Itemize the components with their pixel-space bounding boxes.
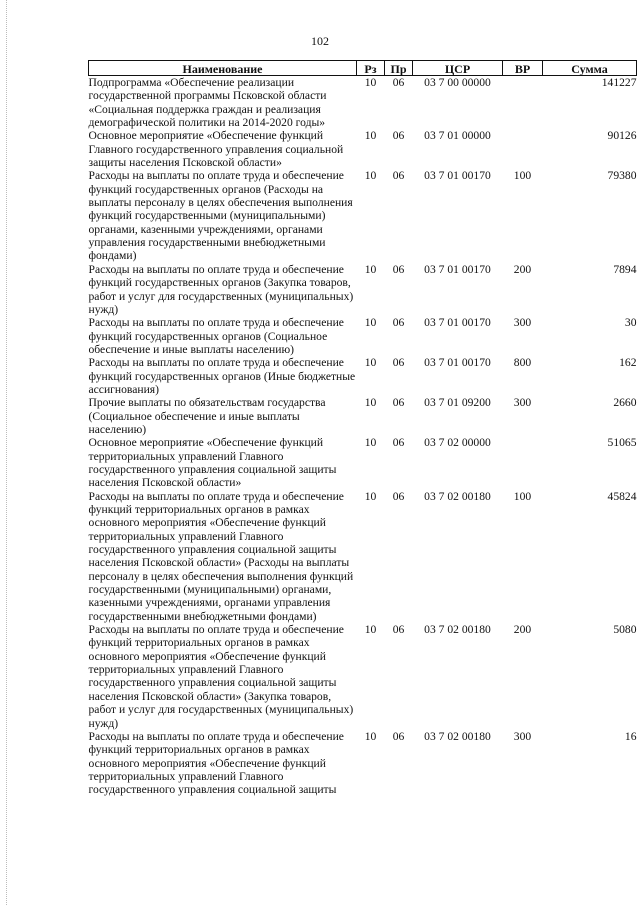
row-pr: 06 <box>392 169 405 183</box>
row-vr: 800 <box>513 356 532 370</box>
row-rz: 10 <box>364 262 377 276</box>
row-vr <box>503 436 543 489</box>
row-sum: 7894 <box>613 262 637 276</box>
row-csr: 03 7 02 00180 <box>424 489 491 503</box>
row-name: Расходы на выплаты по оплате труда и обеспечение функций государственных органов (Иные бюджетные ассигнования) <box>88 356 356 396</box>
row-vr: 300 <box>513 729 532 743</box>
column-header-csr: ЦСР <box>413 61 503 76</box>
table-row <box>89 169 637 262</box>
row-vr: 300 <box>513 316 532 330</box>
row-vr: 300 <box>513 396 532 410</box>
row-rz: 10 <box>364 316 377 330</box>
row-name: Расходы на выплаты по оплате труда и обеспечение функций государственных органов (Закупка товаров, работ и услуг для государственных (муниципальных) нужд) <box>88 262 354 316</box>
row-sum: 16 <box>624 729 637 743</box>
row-rz: 10 <box>364 356 377 370</box>
row-rz: 10 <box>364 396 377 410</box>
row-rz: 10 <box>364 436 377 450</box>
row-csr: 03 7 00 00000 <box>424 76 491 89</box>
row-rz: 10 <box>364 489 377 503</box>
row-csr: 03 7 01 00170 <box>424 356 491 370</box>
column-header-vr: ВР <box>503 61 543 76</box>
row-pr: 06 <box>392 436 405 450</box>
table-row <box>89 490 637 623</box>
row-rz: 10 <box>364 169 377 183</box>
row-pr: 06 <box>392 623 405 637</box>
row-vr: 200 <box>513 623 532 637</box>
row-name: Расходы на выплаты по оплате труда и обеспечение функций территориальных органов в рамках основного мероприятия «Обеспечение функций территориальных управлений Главного государственного управления социальной защиты населения Псковской области» (Расходы на выплаты персоналу в целях обеспечения выполнения функций государственными (муниципальными) органами, казенными учреждениями, органами управления государственными внебюджетными фондами) <box>88 489 354 623</box>
row-sum: 162 <box>619 356 637 370</box>
row-csr: 03 7 02 00180 <box>424 729 491 743</box>
row-name: Расходы на выплаты по оплате труда и обеспечение функций государственных органов (Социальное обеспечение и иные выплаты населению) <box>88 316 344 356</box>
column-header-sum: Сумма <box>543 61 637 76</box>
row-sum: 90126 <box>607 129 637 143</box>
row-csr: 03 7 01 00170 <box>424 316 491 330</box>
row-csr: 03 7 01 00000 <box>424 129 491 143</box>
row-pr: 06 <box>392 396 405 410</box>
page-number: 102 <box>311 34 329 48</box>
row-name: Прочие выплаты по обязательствам государства (Социальное обеспечение и иные выплаты населению) <box>88 396 326 436</box>
row-csr: 03 7 01 09200 <box>424 396 491 410</box>
row-vr: 100 <box>513 169 532 183</box>
row-csr: 03 7 01 00170 <box>424 262 491 276</box>
scan-edge <box>0 0 7 905</box>
row-vr: 100 <box>513 489 532 503</box>
row-pr: 06 <box>392 129 405 143</box>
column-header-rz: Рз <box>357 61 385 76</box>
budget-table <box>88 60 637 797</box>
table-row <box>89 730 637 797</box>
row-vr <box>503 76 543 130</box>
row-rz: 10 <box>364 623 377 637</box>
row-pr: 06 <box>392 356 405 370</box>
row-pr: 06 <box>392 489 405 503</box>
table-row <box>89 396 637 436</box>
row-pr: 06 <box>392 316 405 330</box>
row-vr: 200 <box>513 262 532 276</box>
row-pr: 06 <box>392 76 405 89</box>
row-sum: 141227 <box>601 76 637 89</box>
table-header-row <box>89 61 637 76</box>
row-rz: 10 <box>364 729 377 743</box>
table-row <box>89 436 637 489</box>
row-sum: 30 <box>624 316 637 330</box>
row-pr: 06 <box>392 729 405 743</box>
row-sum: 51065 <box>607 436 637 450</box>
row-vr <box>503 129 543 169</box>
row-name: Основное мероприятие «Обеспечение функций Главного государственного управления социальной защиты населения Псковской области» <box>88 129 344 170</box>
row-sum: 79380 <box>607 169 637 183</box>
row-rz: 10 <box>364 129 377 143</box>
row-name: Расходы на выплаты по оплате труда и обеспечение функций государственных органов (Расходы на выплаты персоналу в целях обеспечения выполнения функций государственными (муниципальными) органами, казенными учреждениями, органами управления государственными внебюджетными фондами) <box>88 169 353 263</box>
table-row <box>89 76 637 130</box>
table-row <box>89 356 637 396</box>
table-row <box>89 623 637 730</box>
row-name: Расходы на выплаты по оплате труда и обеспечение функций территориальных органов в рамках основного мероприятия «Обеспечение функций территориальных управлений Главного государственного управления социальной защиты населения Псковской области» (Закупка товаров, работ и услуг для государственных (муниципальных) нужд) <box>88 623 354 730</box>
row-rz: 10 <box>364 76 377 89</box>
row-csr: 03 7 02 00180 <box>424 623 491 637</box>
table-row <box>89 129 637 169</box>
row-name: Подпрограмма «Обеспечение реализации государственной программы Псковской области «Социальная поддержка граждан и реализация демографической политики на 2014-2020 годы» <box>88 76 327 130</box>
row-csr: 03 7 01 00170 <box>424 169 491 183</box>
column-header-name: Наименование <box>89 61 357 76</box>
row-sum: 2660 <box>613 396 637 410</box>
row-sum: 45824 <box>607 489 637 503</box>
row-name: Основное мероприятие «Обеспечение функций территориальных управлений Главного государственного управления социальной защиты населения Псковской области» <box>88 436 337 490</box>
row-pr: 06 <box>392 262 405 276</box>
table-row <box>89 316 637 356</box>
column-header-pr: Пр <box>385 61 413 76</box>
table-row <box>89 263 637 316</box>
row-name: Расходы на выплаты по оплате труда и обеспечение функций территориальных органов в рамках основного мероприятия «Обеспечение функций территориальных управлений Главного государственного управления социальной защиты <box>88 729 344 797</box>
row-csr: 03 7 02 00000 <box>424 436 491 450</box>
row-sum: 5080 <box>613 623 637 637</box>
